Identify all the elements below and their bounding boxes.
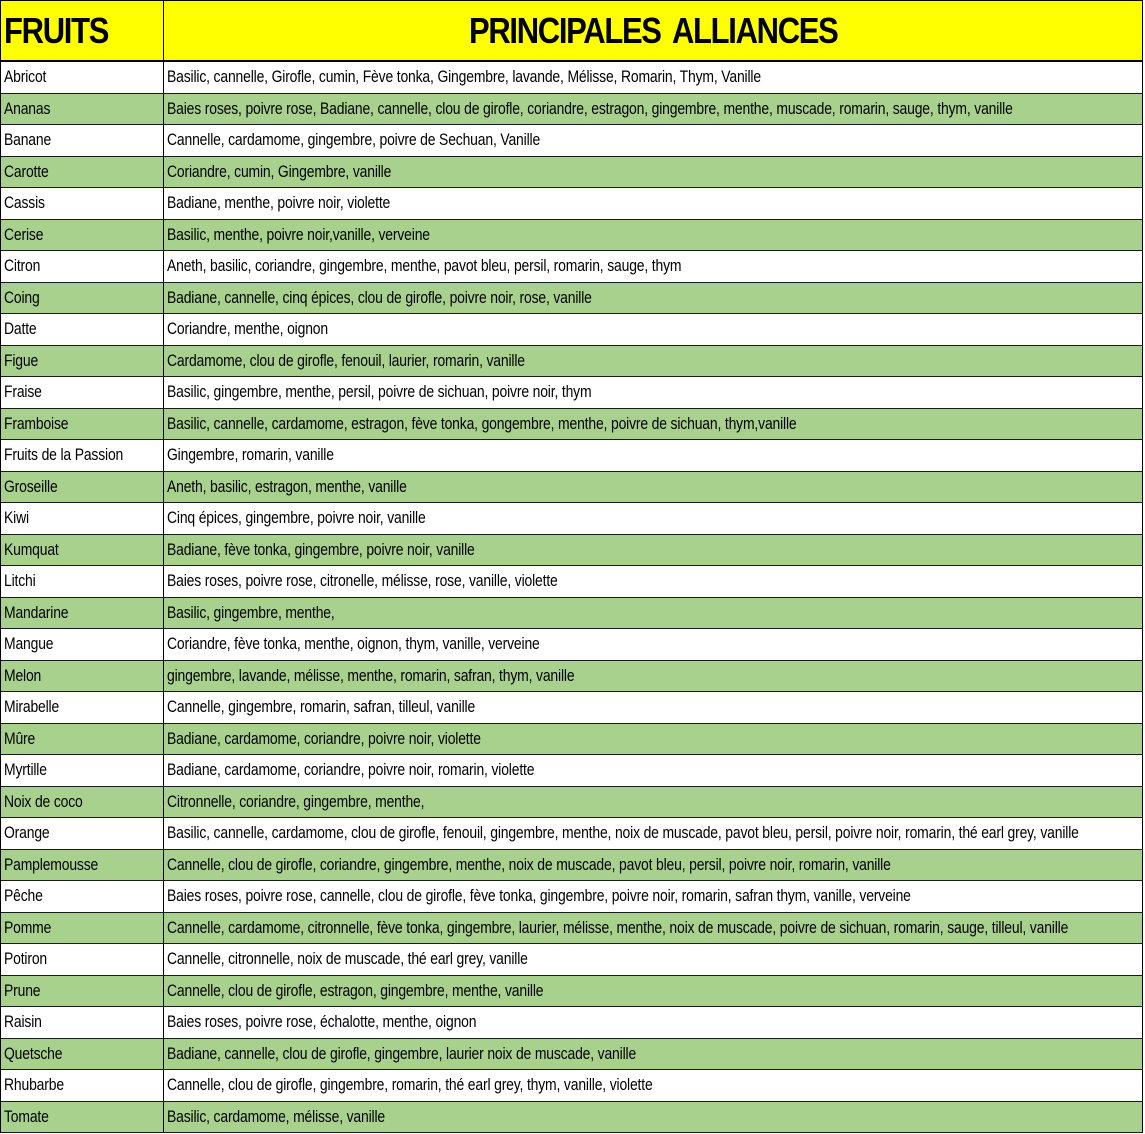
table-row	[1, 440, 1143, 472]
alliances-text: Gingembre, romarin, vanille	[167, 445, 334, 465]
alliances-text: Badiane, cannelle, cinq épices, clou de girofle, poivre noir, rose, vanille	[167, 287, 592, 307]
fruit-cell	[1, 818, 164, 849]
fruit-cell	[1, 724, 164, 755]
table-row	[1, 850, 1143, 882]
header-cell-alliances	[164, 1, 1143, 60]
fruit-name: Mangue	[4, 634, 54, 654]
fruit-cell	[1, 755, 164, 786]
table-row	[1, 724, 1143, 756]
table-row	[1, 503, 1143, 535]
alliances-text: Basilic, cannelle, cardamome, estragon, fève tonka, gongembre, menthe, poivre de sichuan, thym,vanille	[167, 413, 797, 433]
alliances-text: Cannelle, clou de girofle, estragon, gingembre, menthe, vanille	[167, 980, 544, 1000]
table-header	[1, 1, 1143, 62]
alliances-cell	[164, 440, 1143, 471]
alliances-text: Cannelle, cardamome, citronnelle, fève tonka, gingembre, laurier, mélisse, menthe, noix de muscade, poivre de sichuan, romarin, sauge, tilleul, vanille	[167, 917, 1069, 937]
alliances-cell	[164, 377, 1143, 408]
fruit-name: Quetsche	[4, 1043, 63, 1063]
alliances-text: Basilic, cardamome, mélisse, vanille	[167, 1106, 385, 1126]
fruit-name: Litchi	[4, 571, 36, 591]
fruit-cell	[1, 440, 164, 471]
alliances-cell	[164, 850, 1143, 881]
alliances-text: Cardamome, clou de girofle, fenouil, laurier, romarin, vanille	[167, 350, 525, 370]
alliances-cell	[164, 913, 1143, 944]
fruit-name: Potiron	[4, 949, 48, 969]
fruit-cell	[1, 346, 164, 377]
fruit-name: Orange	[4, 823, 50, 843]
alliances-text: Cinq épices, gingembre, poivre noir, vanille	[167, 508, 426, 528]
table-row	[1, 283, 1143, 315]
alliances-cell	[164, 598, 1143, 629]
alliances-text: Citronnelle, coriandre, gingembre, menthe,	[167, 791, 425, 811]
alliances-cell	[164, 1102, 1143, 1133]
fruit-name: Fraise	[4, 382, 42, 402]
table-row	[1, 314, 1143, 346]
table-row	[1, 220, 1143, 252]
fruit-cell	[1, 566, 164, 597]
table-row	[1, 1102, 1143, 1134]
fruit-cell	[1, 692, 164, 723]
alliances-cell	[164, 535, 1143, 566]
fruit-name: Melon	[4, 665, 42, 685]
fruit-name: Mandarine	[4, 602, 69, 622]
table-row	[1, 913, 1143, 945]
alliances-cell	[164, 566, 1143, 597]
fruit-cell	[1, 944, 164, 975]
table-row	[1, 125, 1143, 157]
table-row	[1, 755, 1143, 787]
fruit-cell	[1, 1007, 164, 1038]
alliances-cell	[164, 692, 1143, 723]
alliances-cell	[164, 787, 1143, 818]
alliances-text: Cannelle, clou de girofle, gingembre, romarin, thé earl grey, thym, vanille, violette	[167, 1075, 653, 1095]
fruit-cell	[1, 661, 164, 692]
fruit-cell	[1, 125, 164, 156]
fruit-cell	[1, 503, 164, 534]
fruit-name: Cassis	[4, 193, 45, 213]
fruit-cell	[1, 220, 164, 251]
alliances-text: Baies roses, poivre rose, Badiane, cannelle, clou de girofle, coriandre, estragon, gingembre, menthe, muscade, romarin, sauge, thym, vanille	[167, 98, 1013, 118]
alliances-text: Aneth, basilic, coriandre, gingembre, menthe, pavot bleu, persil, romarin, sauge, thym	[167, 256, 682, 276]
table-row	[1, 976, 1143, 1008]
fruit-name: Abricot	[4, 67, 47, 87]
table-row	[1, 598, 1143, 630]
table-row	[1, 472, 1143, 504]
fruit-name: Citron	[4, 256, 41, 276]
fruit-name: Noix de coco	[4, 791, 83, 811]
table-body	[1, 62, 1143, 1133]
fruit-cell	[1, 535, 164, 566]
alliances-cell	[164, 346, 1143, 377]
alliances-cell	[164, 818, 1143, 849]
fruit-name: Datte	[4, 319, 37, 339]
alliances-text: Aneth, basilic, estragon, menthe, vanille	[167, 476, 407, 496]
table-row	[1, 1039, 1143, 1071]
table-row	[1, 535, 1143, 567]
table-row	[1, 62, 1143, 94]
table-row	[1, 944, 1143, 976]
fruit-name: Pamplemousse	[4, 854, 99, 874]
fruit-name: Tomate	[4, 1106, 49, 1126]
fruit-cell	[1, 787, 164, 818]
alliances-cell	[164, 409, 1143, 440]
alliances-text: Coriandre, cumin, Gingembre, vanille	[167, 161, 392, 181]
alliances-cell	[164, 881, 1143, 912]
fruit-cell	[1, 188, 164, 219]
alliances-cell	[164, 94, 1143, 125]
alliances-cell	[164, 944, 1143, 975]
alliances-text: Baies roses, poivre rose, cannelle, clou de girofle, fève tonka, gingembre, poivre noir, romarin, safran thym, vanille, verveine	[167, 886, 911, 906]
fruit-name: Raisin	[4, 1012, 42, 1032]
table-row	[1, 1007, 1143, 1039]
fruit-cell	[1, 157, 164, 188]
fruit-name: Pêche	[4, 886, 43, 906]
table-row	[1, 157, 1143, 189]
fruit-cell	[1, 283, 164, 314]
fruit-name: Fruits de la Passion	[4, 445, 124, 465]
table-row	[1, 629, 1143, 661]
alliances-cell	[164, 472, 1143, 503]
alliances-text: Badiane, cardamome, coriandre, poivre noir, violette	[167, 728, 481, 748]
fruit-cell	[1, 913, 164, 944]
alliances-cell	[164, 755, 1143, 786]
alliances-cell	[164, 220, 1143, 251]
alliances-text: Cannelle, citronnelle, noix de muscade, thé earl grey, vanille	[167, 949, 528, 969]
table-row	[1, 818, 1143, 850]
table-row	[1, 661, 1143, 693]
alliances-cell	[164, 976, 1143, 1007]
fruit-cell	[1, 850, 164, 881]
fruit-cell	[1, 976, 164, 1007]
header-fruits-label: FRUITS	[4, 9, 109, 51]
alliances-text: Cannelle, gingembre, romarin, safran, tilleul, vanille	[167, 697, 476, 717]
alliances-cell	[164, 188, 1143, 219]
alliances-cell	[164, 251, 1143, 282]
fruit-cell	[1, 1039, 164, 1070]
table-row	[1, 409, 1143, 441]
alliances-text: Cannelle, cardamome, gingembre, poivre de Sechuan, Vanille	[167, 130, 541, 150]
table-row	[1, 346, 1143, 378]
fruit-name: Framboise	[4, 413, 69, 433]
fruit-name: Myrtille	[4, 760, 47, 780]
alliances-text: Basilic, gingembre, menthe,	[167, 602, 335, 622]
alliances-cell	[164, 661, 1143, 692]
alliances-text: Baies roses, poivre rose, échalotte, menthe, oignon	[167, 1012, 477, 1032]
alliances-cell	[164, 125, 1143, 156]
alliances-text: Basilic, cannelle, cardamome, clou de girofle, fenouil, gingembre, menthe, noix de muscade, pavot bleu, persil, poivre noir, romarin, thé earl grey, vanille	[167, 823, 1079, 843]
table-row	[1, 692, 1143, 724]
fruit-cell	[1, 94, 164, 125]
alliances-text: Basilic, gingembre, menthe, persil, poivre de sichuan, poivre noir, thym	[167, 382, 592, 402]
table-row	[1, 1070, 1143, 1102]
alliances-cell	[164, 724, 1143, 755]
fruit-cell	[1, 472, 164, 503]
fruit-name: Cerise	[4, 224, 44, 244]
fruit-name: Kumquat	[4, 539, 59, 559]
alliances-text: Coriandre, fève tonka, menthe, oignon, thym, vanille, verveine	[167, 634, 540, 654]
fruit-cell	[1, 1102, 164, 1133]
alliances-text: Badiane, cardamome, coriandre, poivre noir, romarin, violette	[167, 760, 535, 780]
table-row	[1, 251, 1143, 283]
fruit-cell	[1, 629, 164, 660]
table-row	[1, 94, 1143, 126]
fruit-cell	[1, 598, 164, 629]
alliances-text: Coriandre, menthe, oignon	[167, 319, 328, 339]
alliances-text: gingembre, lavande, mélisse, menthe, romarin, safran, thym, vanille	[167, 665, 575, 685]
alliances-text: Badiane, cannelle, clou de girofle, gingembre, laurier noix de muscade, vanille	[167, 1043, 637, 1063]
alliances-text: Badiane, fève tonka, gingembre, poivre noir, vanille	[167, 539, 475, 559]
fruit-name: Groseille	[4, 476, 58, 496]
alliances-cell	[164, 1039, 1143, 1070]
fruit-name: Mûre	[4, 728, 36, 748]
fruit-name: Mirabelle	[4, 697, 60, 717]
fruit-cell	[1, 377, 164, 408]
alliances-text: Baies roses, poivre rose, citronelle, mélisse, rose, vanille, violette	[167, 571, 558, 591]
fruit-cell	[1, 314, 164, 345]
table-row	[1, 377, 1143, 409]
fruit-cell	[1, 409, 164, 440]
alliances-text: Basilic, cannelle, Girofle, cumin, Fève tonka, Gingembre, lavande, Mélisse, Romarin, Thym, Vanille	[167, 67, 761, 87]
alliances-cell	[164, 629, 1143, 660]
table-row	[1, 566, 1143, 598]
alliances-text: Badiane, menthe, poivre noir, violette	[167, 193, 391, 213]
fruit-name: Prune	[4, 980, 41, 1000]
fruit-cell	[1, 62, 164, 93]
alliances-text: Basilic, menthe, poivre noir,vanille, verveine	[167, 224, 430, 244]
fruit-cell	[1, 881, 164, 912]
fruit-name: Rhubarbe	[4, 1075, 64, 1095]
alliances-cell	[164, 503, 1143, 534]
fruit-cell	[1, 251, 164, 282]
table-row	[1, 787, 1143, 819]
alliances-text: Cannelle, clou de girofle, coriandre, gingembre, menthe, noix de muscade, pavot bleu, persil, poivre noir, romarin, vanille	[167, 854, 891, 874]
fruit-name: Carotte	[4, 161, 49, 181]
fruit-name: Ananas	[4, 98, 51, 118]
fruit-name: Coing	[4, 287, 40, 307]
alliances-cell	[164, 1070, 1143, 1101]
alliances-cell	[164, 157, 1143, 188]
alliances-cell	[164, 62, 1143, 93]
table-row	[1, 881, 1143, 913]
fruit-name: Banane	[4, 130, 52, 150]
fruit-name: Figue	[4, 350, 39, 370]
fruit-name: Pomme	[4, 917, 52, 937]
header-alliances-label: PRINCIPALES ALLIANCES	[468, 9, 838, 51]
alliances-cell	[164, 314, 1143, 345]
fruit-name: Kiwi	[4, 508, 29, 528]
alliances-cell	[164, 1007, 1143, 1038]
header-cell-fruits	[1, 1, 164, 60]
alliances-cell	[164, 283, 1143, 314]
table-row	[1, 188, 1143, 220]
fruit-cell	[1, 1070, 164, 1101]
